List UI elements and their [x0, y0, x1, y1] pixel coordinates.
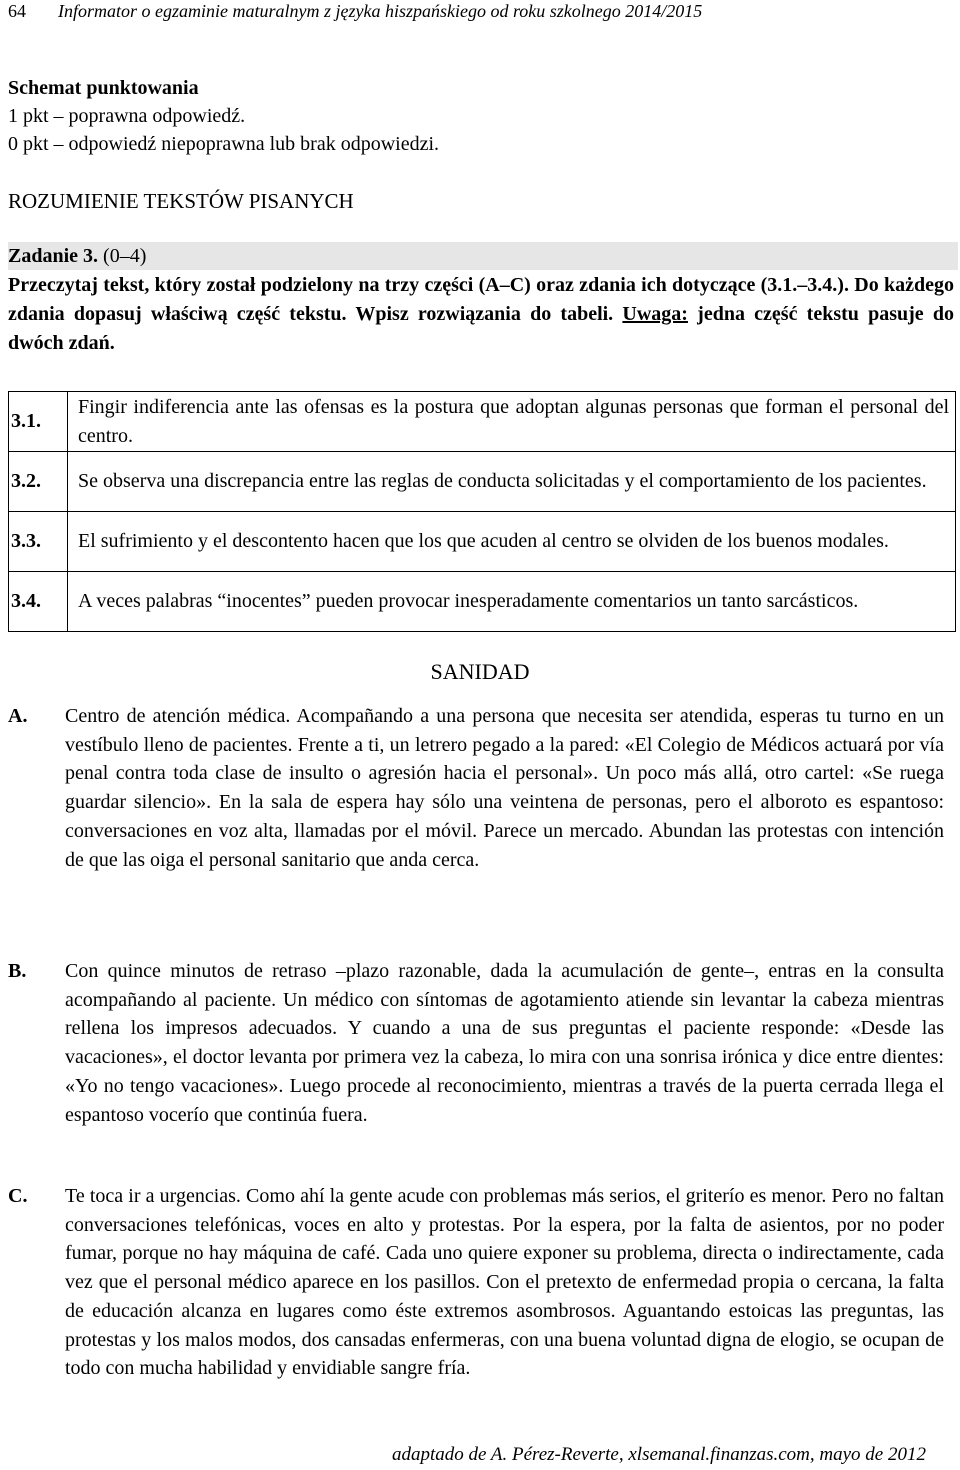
- text-title: SANIDAD: [430, 659, 530, 684]
- task-instruction: [8, 271, 954, 358]
- table-row: [9, 452, 956, 512]
- running-title: Informator o egzaminie maturalnym z języka hiszpańskiego od roku szkolnego 2014/2015: [58, 1, 703, 21]
- table-row: [9, 512, 956, 572]
- task-header: [8, 242, 958, 270]
- scoring-title: Schemat punktowania: [8, 77, 199, 99]
- statement-number: 3.4.: [9, 572, 68, 632]
- scoring-line-2: 0 pkt – odpowiedź niepoprawna lub brak odpowiedzi.: [8, 133, 440, 155]
- statement-number: 3.3.: [9, 512, 68, 572]
- paragraph-text: Con quince minutos de retraso –plazo razonable, dada la acumulación de gente–, entras en la consulta acompañando al paciente. Un médico con síntomas de agotamiento atiende sin levantar la cabeza mientras rellena los impresos adecuados. Y cuando a una de sus preguntas el paciente responde: «Desde las vacaciones», el doctor levanta por primera vez la cabeza, lo mira con una sonrisa irónica y dice entre dientes: «Yo no tengo vacaciones». Luego procede al reconocimiento, mientras a través de la puerta cerrada llega el espantoso vocerío que continúa fuera.: [65, 960, 944, 1126]
- statement-text: Se observa una discrepancia entre las reglas de conducta solicitadas y el comportamiento de los pacientes.: [68, 452, 956, 512]
- paragraph-b: [8, 957, 944, 1129]
- scoring-line-1: 1 pkt – poprawna odpowiedź.: [8, 105, 246, 127]
- paragraph-a: [8, 702, 944, 874]
- task-label: Zadanie 3.: [8, 245, 99, 267]
- paragraph-text: Te toca ir a urgencias. Como ahí la gente acude con problemas más serios, el griterío es menor. Pero no faltan conversaciones telefónicas, voces en alto y protestas. Por la espera, por la falta de asientos, por no poder fumar, porque no hay máquina de café. Cada uno quiere exponer su problema, directa o indirectamente, cada vez que el personal médico aparece en los pasillos. Con el pretexto de enfermedad propia o cercana, la falta de educación alcanza en lugares como éste extremos asombrosos. Aguantando estoicas las preguntas, las protestas y los malos modos, dos cansadas enfermeras, con una buena voluntad digna de elogio, se ocupan de todo con mucha habilidad y envidiable sangre fría.: [65, 1185, 944, 1380]
- scoring-scheme: [8, 74, 439, 158]
- statements-table: [8, 391, 956, 632]
- note-label: Uwaga:: [622, 303, 688, 325]
- statement-text: Fingir indiferencia ante las ofensas es la postura que adoptan algunas personas que forman el personal del centro.: [68, 392, 956, 452]
- paragraph-text: Centro de atención médica. Acompañando a una persona que necesita ser atendida, esperas tu turno en un vestíbulo lleno de pacientes. Frente a ti, un letrero pegado a la pared: «El Colegio de Médicos actuará por vía penal contra toda clase de insulto o agresión hacia el personal». Un poco más allá, otro cartel: «Se ruega guardar silencio». En la sala de espera hay sólo una veintena de personas, pero el alboroto es espantoso: conversaciones en voz alta, llamadas por el móvil. Parece un mercado. Abundan las protestas con intención de que las oiga el personal sanitario que anda cerca.: [65, 705, 944, 871]
- note-text: jedna część tekstu pasuje do dwóch zdań.: [8, 303, 955, 354]
- task-points: (0–4): [103, 245, 147, 267]
- paragraph-c: [8, 1182, 944, 1383]
- source-citation: adaptado de A. Pérez-Reverte, xlsemanal.finanzas.com, mayo de 2012: [392, 1444, 926, 1465]
- table-row: [9, 572, 956, 632]
- page-header: [8, 0, 702, 22]
- table-row: [9, 392, 956, 452]
- page-number: 64: [8, 1, 26, 21]
- statement-number: 3.2.: [9, 452, 68, 512]
- paragraph-label: B.: [8, 960, 27, 982]
- paragraph-label: A.: [8, 705, 28, 727]
- statement-text: El sufrimiento y el descontento hacen que los que acuden al centro se olviden de los buenos modales.: [68, 512, 956, 572]
- paragraph-label: C.: [8, 1185, 28, 1207]
- section-title: ROZUMIENIE TEKSTÓW PISANYCH: [8, 189, 354, 213]
- statement-number: 3.1.: [9, 392, 68, 452]
- instruction-main: Przeczytaj tekst, który został podzielony na trzy części (A–C) oraz zdania ich dotyczące (3.1.–3.4.). Do każdego zdania dopasuj właściwą część tekstu. Wpisz rozwiązania do tabeli.: [8, 274, 954, 325]
- statement-text: A veces palabras “inocentes” pueden provocar inesperadamente comentarios un tanto sarcásticos.: [68, 572, 956, 632]
